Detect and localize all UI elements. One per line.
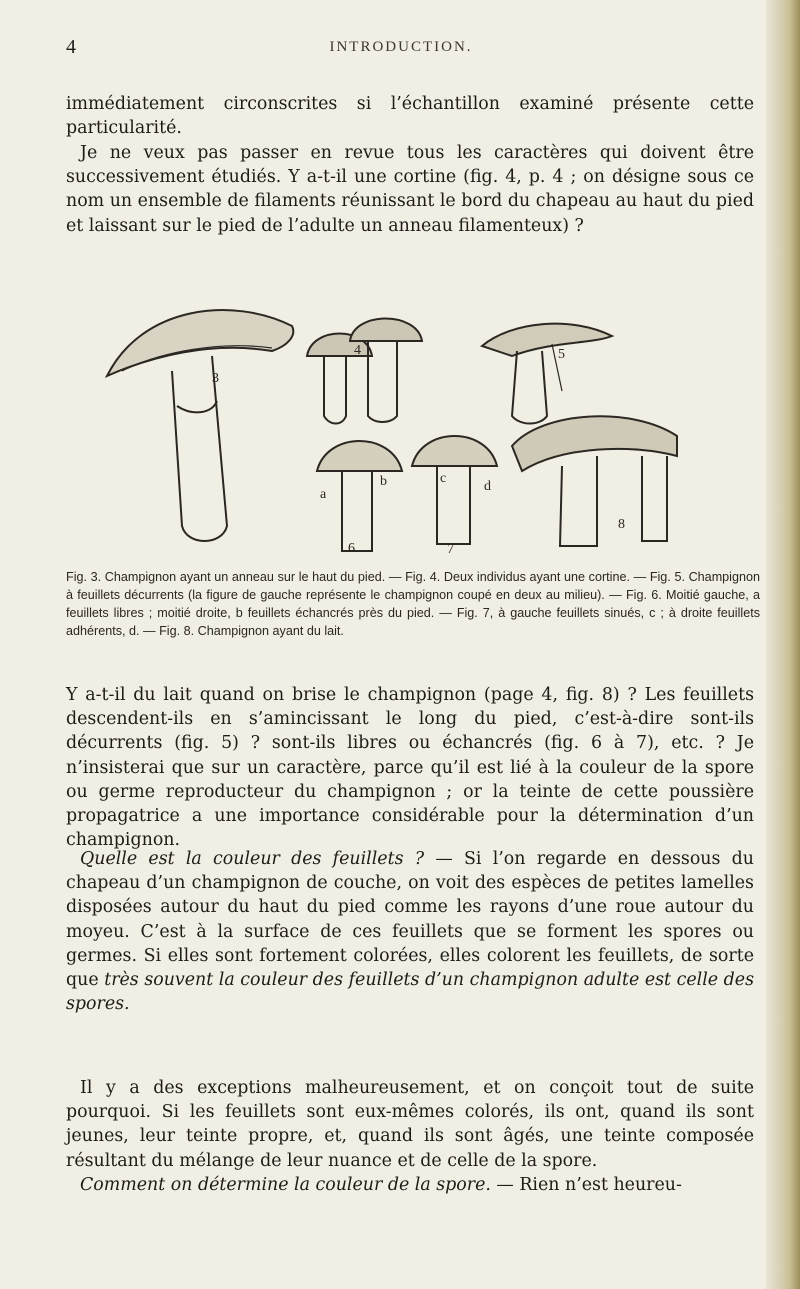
paragraph-cortine: Je ne veux pas passer en revue tous les caractères qui doivent être successivement étudiés. Y a-t-il une cortine (fig. 4, p. 4 ; on désigne sous ce nom un ensemble de filaments réunissant le bord du chapeau au haut du pied et laissant sur le pied de l’adulte un anneau filamenteux) ? — [66, 143, 754, 236]
fig8-stem-right — [642, 456, 667, 541]
figure-caption: Fig. 3. Champignon ayant un anneau sur le haut du pied. — Fig. 4. Deux individus ayant une cortine. — Fig. 5. Champignon à feuillets décurrents (la figure de gauche représente le champignon coupé en deux au milieu). — Fig. 6. Moitié gauche, a feuillets libres ; moitié droite, b feuillets échancrés près du pied. — Fig. 7, à gauche feuillets sinués, c ; à droite feuillets adhérents, d. — Fig. 8. Champignon ayant du lait. — [66, 570, 760, 638]
label-c: c — [440, 471, 447, 486]
section-heading-spore: Comment on détermine la couleur de la spore. — [80, 1175, 491, 1195]
page-number: 4 — [66, 36, 76, 58]
paragraph-lait: Y a-t-il du lait quand on brise le champignon (page 4, fig. 8) ? Les feuillets descendent-ils en s’amincissant le long du pied, c’est-à-dire sont-ils décurrents (fig. 5) ? sont-ils libres ou échancrés (fig. 6 à 7), etc. ? Je n’insisterai que sur un caractère, parce qu’il est lié à la couleur de la spore ou germe reproducteur du champignon ; or la teinte de cette poussière propagatrice a une importance considérable pour la détermination d’un champignon. — [66, 685, 754, 851]
mushroom-figure — [92, 296, 712, 558]
fig4-stem-left — [324, 356, 346, 424]
fig3-ring — [177, 401, 217, 412]
fig6-label: 6 — [348, 541, 355, 556]
fig5-cap — [482, 324, 612, 356]
paragraph-continuation: immédiatement circonscrites si l’échantillon examiné présente cette particularité. — [66, 94, 754, 139]
fig6-cap — [317, 441, 402, 471]
paragraph-emphasis: très souvent la couleur des feuillets d’un champignon adulte est celle des spores. — [66, 970, 755, 1015]
paragraph-couleur-feuillets — [66, 847, 754, 1016]
fig7-label: 7 — [447, 542, 454, 557]
page-header — [56, 36, 746, 60]
label-b: b — [380, 474, 387, 489]
mushroom-illustration — [92, 296, 712, 558]
fig4-label: 4 — [354, 343, 361, 358]
fig8-stem — [560, 456, 597, 546]
paragraph-exceptions: Il y a des exceptions malheureusement, et on conçoit tout de suite pourquoi. Si les feuillets sont eux-mêmes colorés, ils ont, quand ils sont jeunes, leur teinte propre, et, quand ils sont âgés, une teinte composée résultant du mélange de leur nuance et de celle de la spore. — [66, 1078, 754, 1171]
fig5-stem — [512, 351, 547, 424]
paragraph-spore-body: — Rien n’est heureu- — [490, 1175, 682, 1195]
fig8-cap — [512, 416, 677, 471]
running-title: INTRODUCTION. — [329, 39, 473, 55]
fig7-cap — [412, 436, 497, 466]
fig6-stem — [342, 471, 372, 551]
page-edge-shadow — [766, 0, 800, 1289]
fig8-label: 8 — [618, 517, 625, 532]
paragraph-spore — [66, 1173, 754, 1197]
fig4-cap-right — [350, 319, 422, 342]
section-heading-couleur-feuillets: Quelle est la couleur des feuillets ? — [80, 849, 425, 869]
fig5-label: 5 — [558, 347, 565, 362]
paragraph-couleur-feuillets-body: — Si l’on regarde en dessous du chapeau d’un champignon de couche, on voit des espèces de petites lamelles disposées autour du haut du pied comme les rayons d’une roue autour du moyeu. C’est à la surface de ces feuillets que se forment les spores ou germes. Si elles sont fortement colorées, elles colorent les feuillets, de sorte que — [66, 849, 754, 991]
label-a: a — [320, 487, 327, 502]
fig3-label: 3 — [212, 371, 219, 386]
label-d: d — [484, 479, 491, 494]
fig3-cap — [107, 310, 293, 376]
